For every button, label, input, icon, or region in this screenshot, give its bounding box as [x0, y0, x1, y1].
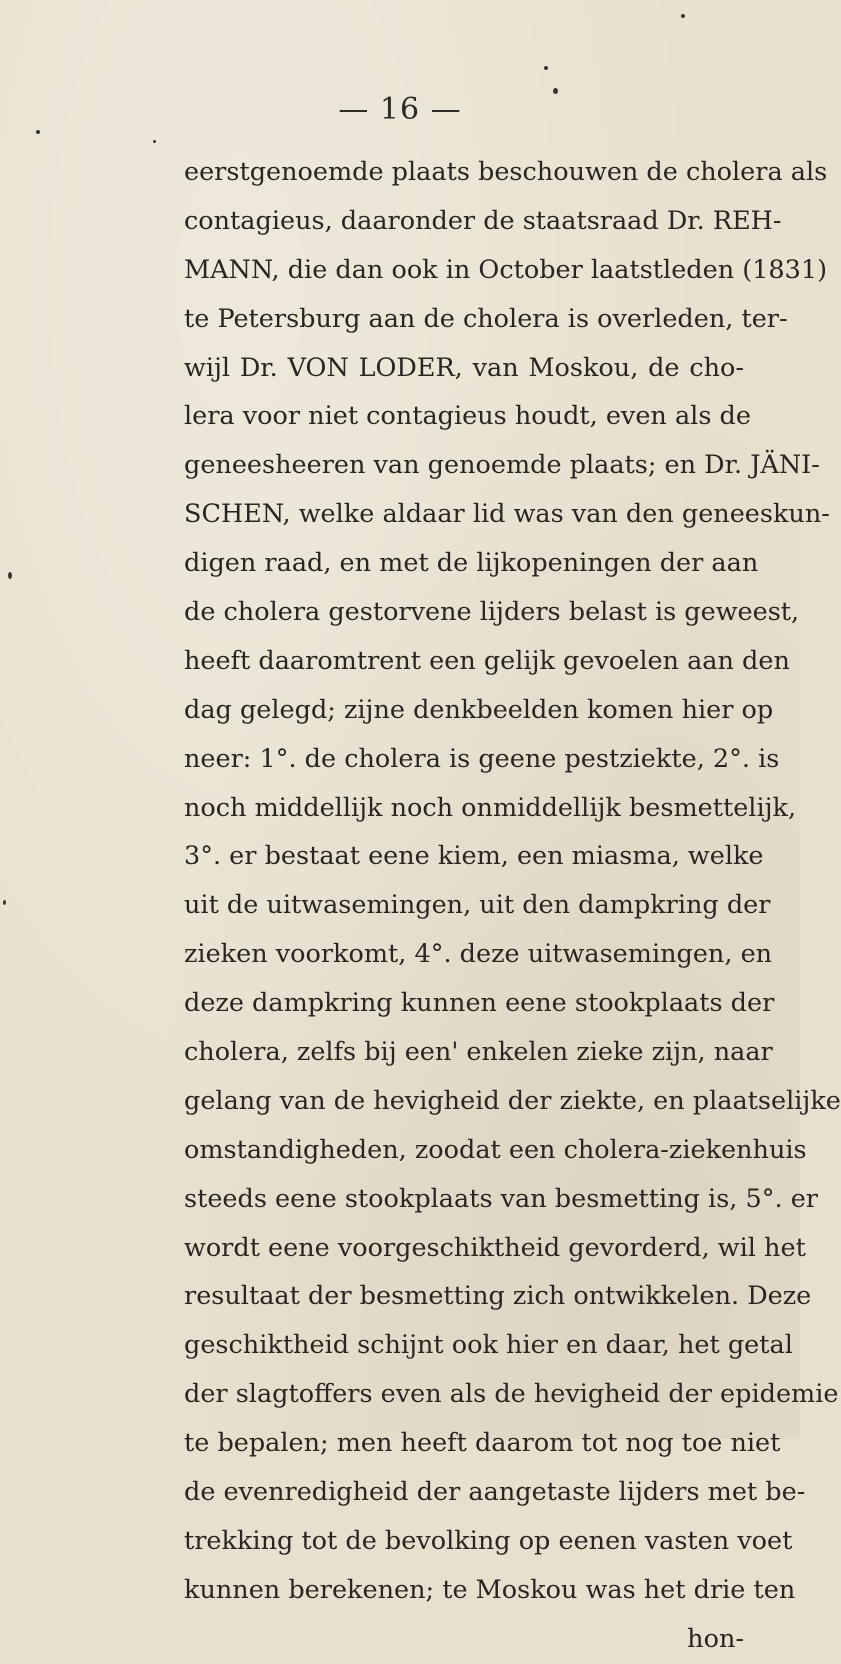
text-line: SCHEN, welke aldaar lid was van den geneeskun- [184, 499, 830, 530]
ink-speck [3, 900, 6, 905]
text-line: wordt eene voorgeschiktheid gevorderd, wil het [184, 1232, 806, 1263]
ink-speck [36, 130, 40, 134]
text-line: resultaat der besmetting zich ontwikkelen. Deze [184, 1281, 812, 1312]
text-line-catchword: hon- [687, 1623, 744, 1654]
text-line: MANN, die dan ook in October laatstleden (1831) [184, 254, 828, 285]
ink-speck [681, 14, 685, 18]
text-line: geneesheeren van genoemde plaats; en Dr. JÄNI- [184, 450, 820, 481]
body-text [184, 148, 841, 1664]
text-line: te bepalen; men heeft daarom tot nog toe niet [184, 1428, 781, 1459]
text-line: deze dampkring kunnen eene stookplaats der [184, 988, 775, 1019]
text-line: cholera, zelfs bij een' enkelen zieke zijn, naar [184, 1037, 773, 1068]
text-line: zieken voorkomt, 4°. deze uitwasemingen, en [184, 939, 773, 970]
text-line: der slagtoffers even als de hevigheid der epidemie [184, 1379, 839, 1410]
text-line: de cholera gestorvene lijders belast is geweest, [184, 597, 800, 628]
text-line: gelang van de hevigheid der ziekte, en plaatselijke [184, 1085, 841, 1116]
text-line: kunnen berekenen; te Moskou was het drie ten [184, 1574, 796, 1605]
ink-speck [8, 572, 12, 579]
text-line: wijl Dr. VON LODER, van Moskou, de cho- [184, 352, 744, 383]
page-number-header: — 16 — [338, 92, 462, 127]
text-line: 3°. er bestaat eene kiem, een miasma, welke [184, 841, 764, 872]
text-line: trekking tot de bevolking op eenen vasten voet [184, 1525, 793, 1556]
text-line: de evenredigheid der aangetaste lijders met be- [184, 1477, 806, 1508]
text-line: steeds eene stookplaats van besmetting is, 5°. er [184, 1183, 818, 1214]
text-line: noch middellijk noch onmiddellijk besmettelijk, [184, 792, 797, 823]
text-line: uit de uitwasemingen, uit den dampkring der [184, 890, 771, 921]
text-line: digen raad, en met de lijkopeningen der aan [184, 548, 759, 579]
ink-speck [544, 66, 548, 70]
text-line: omstandigheden, zoodat een cholera-ziekenhuis [184, 1134, 807, 1165]
text-line: dag gelegd; zijne denkbeelden komen hier op [184, 694, 774, 725]
text-line: eerstgenoemde plaats beschouwen de cholera als [184, 157, 828, 187]
text-line: lera voor niet contagieus houdt, even als de [184, 401, 751, 432]
text-line: geschiktheid schijnt ook hier en daar, het getal [184, 1330, 793, 1361]
text-line: heeft daaromtrent een gelijk gevoelen aan den [184, 645, 790, 676]
text-line: te Petersburg aan de cholera is overleden, ter- [184, 303, 788, 334]
text-line: neer: 1°. de cholera is geene pestziekte, 2°. is [184, 743, 780, 774]
ink-speck [153, 140, 156, 143]
text-line: contagieus, daaronder de staatsraad Dr. REH- [184, 205, 782, 236]
